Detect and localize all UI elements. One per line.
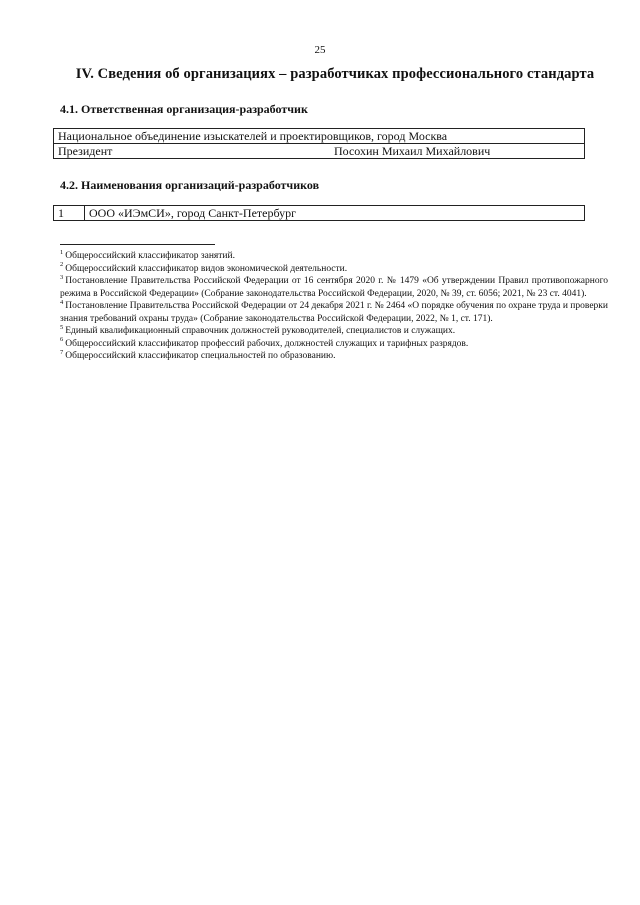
footnote (60, 275, 608, 300)
footnote (60, 338, 608, 351)
section-title: IV. Сведения об организациях – разработчиках профессионального стандарта (75, 66, 595, 82)
responsible-organization-table (53, 128, 585, 159)
footnote (60, 350, 608, 363)
table-row (54, 206, 585, 221)
position-cell: Президент (54, 144, 323, 159)
page-number: 25 (314, 44, 326, 56)
footnote-divider (60, 244, 215, 245)
footnote-mark: 2 (60, 261, 64, 269)
table-row (54, 144, 585, 159)
footnote-text: Общероссийский классификатор занятий. (65, 251, 235, 261)
footnote-mark: 5 (60, 323, 64, 331)
person-cell (322, 144, 585, 159)
footnotes (60, 250, 608, 363)
person-name: Посохин Михаил Михайлович (334, 144, 491, 158)
footnote-text: Общероссийский классификатор профессий рабочих, должностей служащих и тарифных разрядов. (65, 338, 469, 349)
developer-number: 1 (54, 206, 85, 221)
footnote (60, 263, 608, 276)
footnote (60, 300, 608, 325)
footnote-text: Постановление Правительства Российской Федерации от 16 сентября 2020 г. № 1479 «Об утверждении Правил противопожарного режима в Российской Федерации» (Собрание законодательства Российской Федерации, 2020, № 39, ст. 6056; 2021, № 23 ст. 4041). (60, 276, 608, 299)
footnote-mark: 6 (60, 336, 64, 344)
developers-heading: 4.2. Наименования организаций-разработчиков (60, 178, 320, 192)
developer-name: ООО «ИЭмСИ», город Санкт-Петербург (85, 206, 585, 221)
footnote-mark: 3 (60, 273, 64, 281)
responsible-heading: 4.1. Ответственная организация-разработчик (60, 102, 308, 116)
organization-cell: Национальное объединение изыскателей и проектировщиков, город Москва (54, 129, 585, 144)
footnote (60, 250, 608, 263)
footnote-mark: 4 (60, 298, 64, 306)
footnote-text: Постановление Правительства Российской Федерации от 24 декабря 2021 г. № 2464 «О порядке обучения по охране труда и проверки знания требований охраны труда» (Собрание законодательства Российской Федерации, 2022, № 1, ст. 171). (60, 301, 608, 324)
developers-table (53, 205, 585, 221)
footnote (60, 325, 608, 338)
footnote-text: Общероссийский классификатор видов экономической деятельности. (65, 263, 348, 274)
footnote-text: Единый квалификационный справочник должностей руководителей, специалистов и служащих. (65, 326, 456, 336)
footnote-mark: 1 (60, 248, 64, 256)
footnote-mark: 7 (60, 348, 64, 356)
footnote-text: Общероссийский классификатор специальностей по образованию. (65, 351, 336, 361)
table-row (54, 129, 585, 144)
